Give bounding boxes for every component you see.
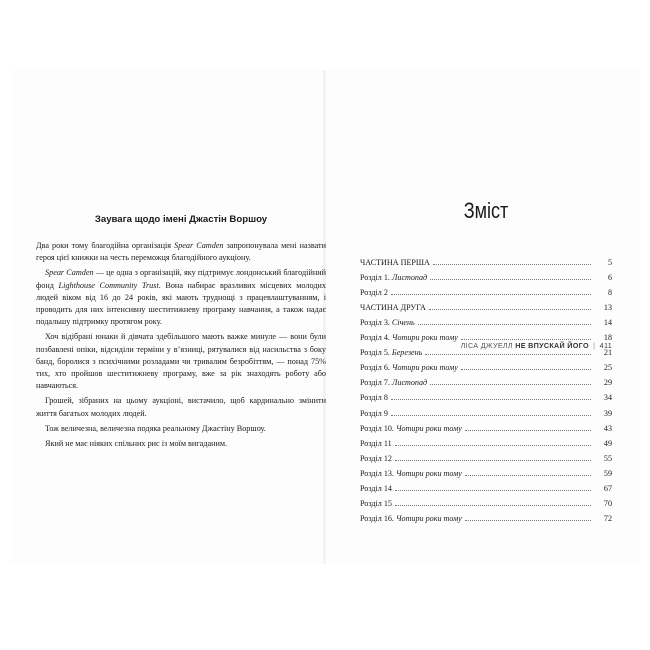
toc-entry-label [360,378,427,387]
toc-entry-prefix: Розділ 15 [360,498,392,508]
toc-page-number: 25 [603,363,612,373]
toc-entry [360,267,612,282]
toc-entry-title: Листопад [391,273,428,283]
toc-page-number: 49 [603,438,612,448]
toc-entry-title: Листопад [391,378,428,388]
toc-leader-dots [418,318,591,325]
footer-author: ЛІСА ДЖУЕЛЛ [460,341,513,350]
footer-book-title: НЕ ВПУСКАЙ ЙОГО [515,341,589,350]
toc-entry-label [360,439,392,448]
toc-entry [360,508,612,523]
toc-entry-label [360,469,462,478]
toc-leader-dots [395,499,591,506]
toc-entry-label [360,454,392,463]
text-run: Який не має ніяких спільних рис із моїм вигаданим. [45,439,228,449]
toc-entry-prefix: Розділ 6. [360,363,392,373]
toc-page-number: 14 [603,318,612,328]
note-paragraph [36,438,326,450]
toc-entry-prefix: Розділ 3. [360,318,392,328]
toc-entry [360,493,612,508]
toc-entry-title: Чотири роки тому [395,468,462,478]
toc-entry-prefix: Розділ 7. [360,378,392,388]
toc-page-number: 55 [603,453,612,463]
note-paragraph [36,331,326,392]
toc-leader-dots [465,514,591,521]
note-paragraph [36,240,326,264]
toc-page-number: 43 [603,423,612,433]
note-paragraph [36,423,326,435]
toc-entry [360,372,612,387]
toc-entry-label [360,258,430,267]
footer-page-number: 411 [599,341,612,350]
toc-entry-prefix: ЧАСТИНА ДРУГА [360,303,426,313]
toc-entry-label [360,303,426,312]
toc-entry-label [360,409,388,418]
toc-entry [360,448,612,463]
toc-entry-title: Чотири роки тому [395,513,462,523]
toc-entry-prefix: Розділ 1. [360,273,392,283]
toc-leader-dots [433,258,591,265]
toc-entry [360,463,612,478]
text-run: . Вона набирає вразливих місцевих молодих людей віком від 16 до 24 років, які мають труднощі з працевлаштуванням, і проводить для них інтенсивну шеститижневу програму навчання, а також надає подальшу підтримку протягом року. [36,280,326,327]
toc-entry-label [360,363,458,372]
toc-entry-prefix: Розділ 8 [360,393,388,403]
italic-run: Spear Camden [174,241,224,250]
toc-entry [360,297,612,312]
toc-leader-dots [461,363,591,370]
toc-entry-prefix: Розділ 11 [360,438,392,448]
toc-title: Зміст [463,198,509,223]
toc-page-number: 8 [607,288,612,298]
text-run: Грошей, зібраних на цьому аукціоні, вистачило, щоб кардинально змінити життя багатьох молодих людей. [36,396,326,418]
toc-entry-label [360,288,388,297]
note-title: Заувага щодо імені Джастін Воршоу [94,214,268,225]
italic-run: Spear Camden [45,268,94,278]
toc-page-number: 21 [603,348,612,358]
toc-leader-dots [465,424,591,431]
toc-entry-label [360,333,458,342]
toc-entry-prefix: Розділ 4. [360,333,392,343]
toc-entry-prefix: Розділ 13. [360,468,396,478]
toc-page-number: 18 [603,333,612,343]
note-paragraph [36,395,326,419]
toc-entry-title: Чотири роки тому [391,363,458,373]
toc-entry [360,282,612,297]
toc-entry-label [360,484,392,493]
toc-entry-prefix: Розділ 16. [360,513,396,523]
toc-entry [360,478,612,493]
toc-entry [360,387,612,402]
toc-entry-prefix: Розділ 14 [360,483,392,493]
toc-leader-dots [391,393,591,400]
text-run: — це одна з організацій, яку підтримує лондонський благодійний фонд [36,268,326,290]
note-paragraph [36,267,326,328]
toc-entry-prefix: Розділ 9 [360,408,388,418]
toc-entry-title: Січень [391,318,415,328]
toc-leader-dots [395,439,591,446]
toc-page-number: 70 [603,498,612,508]
text-run: Хоч відібрані юнаки й дівчата здебільшого мають важке минуле — вони були позбавлені опіки, відсиділи терміни у в’язниці, рятувалися від насильства з боку банд, боролися з психічними розладами чи тривалим безробіттям, — понад 75% тих, хто пройшов шеститижневу програму, вже за рік знаходять роботу або навчаються. [36,332,326,391]
toc-entry-prefix: Розділ 10. [360,423,396,433]
toc-leader-dots [391,288,591,295]
toc-entry-title: Березень [391,348,423,358]
toc-entry-prefix: Розділ 12 [360,453,392,463]
toc-entry-label [360,318,415,327]
running-footer [461,341,612,350]
toc-entry [360,418,612,433]
text-run: запропонувала мені назвати героя цієї книжки на честь переможця благодійного аукціону. [36,241,326,263]
toc-leader-dots [430,378,591,385]
toc-entry-title: Чотири роки тому [395,423,462,433]
toc-entry-label [360,273,427,282]
toc-leader-dots [395,454,591,461]
toc-entry-prefix: Розділ 5. [360,348,392,358]
toc-page-number: 6 [607,273,612,283]
toc-entry-prefix: Розділ 2 [360,288,388,298]
toc-leader-dots [395,484,591,491]
italic-run: Lighthouse Community Trust [58,280,159,290]
toc-entry-label [360,499,392,508]
toc-entry-label [360,348,422,357]
toc-page-number: 72 [603,513,612,523]
toc-entry-label [360,514,462,523]
toc-entry [360,433,612,448]
toc-page-number: 39 [603,408,612,418]
note-body [36,240,326,450]
toc-page-number: 34 [603,393,612,403]
toc-entry [360,402,612,417]
toc-page-number: 59 [603,468,612,478]
toc-leader-dots [465,469,591,476]
text-run: Тож величезна, величезна подяка реальному Джастіну Воршоу. [45,423,266,433]
toc-leader-dots [429,303,591,310]
toc-entry [360,357,612,372]
toc-entry [360,252,612,267]
toc-page-number: 5 [607,258,612,268]
toc-leader-dots [461,333,591,340]
toc-entry-label [360,424,462,433]
toc-entry-title: Чотири роки тому [391,333,458,343]
toc-page-number: 29 [603,378,612,388]
footer-separator: | [593,341,596,350]
toc-leader-dots [391,409,591,416]
toc-page-number: 13 [603,303,612,313]
toc-entry [360,312,612,327]
toc-leader-dots [430,273,591,280]
toc-entry-prefix: ЧАСТИНА ПЕРША [360,258,430,268]
table-of-contents [360,252,612,523]
toc-entry-label [360,393,388,402]
text-run: Два роки тому благодійна організація [36,241,175,250]
toc-page-number: 67 [603,483,612,493]
